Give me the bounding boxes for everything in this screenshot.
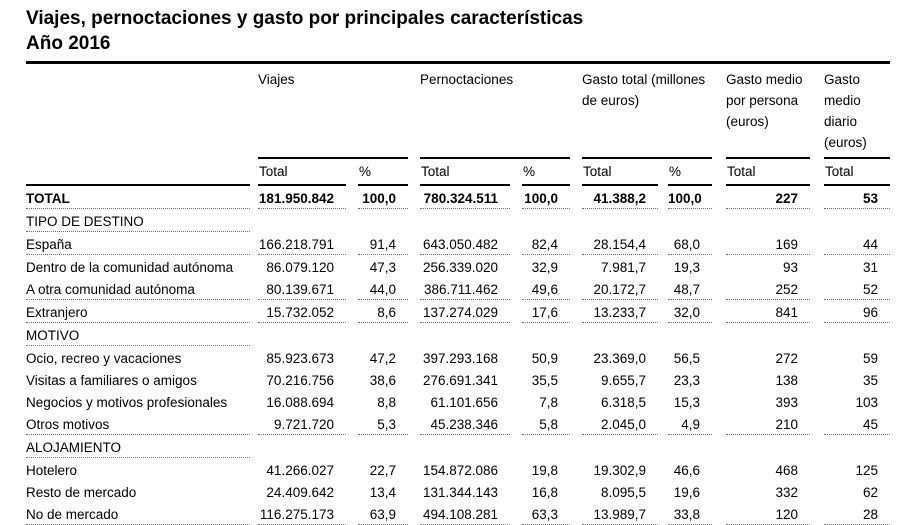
page-subtitle: Año 2016 xyxy=(26,33,111,54)
spacer xyxy=(346,458,358,481)
cell-value: 52 xyxy=(824,277,890,300)
row-label: Visitas a familiares o amigos xyxy=(26,373,197,388)
spacer xyxy=(510,412,522,435)
spacer xyxy=(712,185,726,209)
spacer xyxy=(658,502,668,525)
cell-value: 50,9 xyxy=(531,351,559,366)
cell-value: 120 xyxy=(726,502,810,525)
cell-value: 169 xyxy=(726,232,810,255)
spacer xyxy=(408,232,420,255)
table-row xyxy=(26,390,890,412)
spacer xyxy=(810,185,824,209)
spacer xyxy=(570,185,582,209)
spacer xyxy=(258,209,890,232)
cell-value: 23,3 xyxy=(673,373,701,388)
cell-value: 47,3 xyxy=(369,260,397,275)
cell-value: 7,8 xyxy=(539,395,559,410)
spacer xyxy=(510,300,522,323)
spacer xyxy=(570,412,582,435)
cell-value: 46,6 xyxy=(673,463,701,478)
spacer xyxy=(712,255,726,278)
spacer xyxy=(346,255,358,278)
col-group-pernoctaciones: Pernoctaciones xyxy=(420,72,514,87)
spacer xyxy=(570,63,582,159)
cell-value: 9.721.720 xyxy=(258,412,346,435)
row-label: TOTAL xyxy=(26,185,250,209)
spacer xyxy=(346,232,358,255)
cell-value: 13,4 xyxy=(369,485,397,500)
cell-value: 13.989,7 xyxy=(582,502,658,525)
cell-value: 32,9 xyxy=(531,260,559,275)
spacer xyxy=(408,255,420,278)
row-label: España xyxy=(26,232,250,255)
spacer xyxy=(510,458,522,481)
spacer xyxy=(810,277,824,300)
subheader-viajes-pct: % xyxy=(358,158,408,185)
spacer xyxy=(712,368,726,390)
table-row xyxy=(26,458,890,481)
cell-value: 48,7 xyxy=(668,277,712,300)
spacer xyxy=(658,185,668,209)
cell-value: 13.233,7 xyxy=(582,300,658,323)
spacer xyxy=(570,480,582,502)
spacer xyxy=(408,158,420,185)
spacer xyxy=(250,63,258,159)
cell-value: 166.218.791 xyxy=(258,232,346,255)
subheader-row xyxy=(26,158,890,185)
cell-value: 393 xyxy=(775,395,799,410)
spacer xyxy=(810,300,824,323)
cell-value: 256.339.020 xyxy=(422,260,499,275)
cell-value: 227 xyxy=(726,185,810,209)
section-label: TIPO DE DESTINO xyxy=(26,209,250,232)
spacer xyxy=(250,277,258,300)
spacer xyxy=(510,277,522,300)
spacer xyxy=(712,277,726,300)
spacer xyxy=(570,300,582,323)
spacer xyxy=(346,502,358,525)
spacer xyxy=(346,480,358,502)
table-row xyxy=(26,277,890,300)
cell-value: 53 xyxy=(824,185,890,209)
cell-value: 9.655,7 xyxy=(600,373,647,388)
cell-value: 103 xyxy=(855,395,879,410)
cell-value: 20.172,7 xyxy=(582,277,658,300)
cell-value: 780.324.511 xyxy=(420,185,510,209)
spacer xyxy=(658,390,668,412)
cell-value: 32,0 xyxy=(668,300,712,323)
spacer xyxy=(346,412,358,435)
data-table xyxy=(26,61,890,525)
spacer xyxy=(510,185,522,209)
spacer xyxy=(250,390,258,412)
spacer xyxy=(570,502,582,525)
spacer xyxy=(712,63,726,159)
spacer xyxy=(712,346,726,369)
spacer xyxy=(408,480,420,502)
spacer xyxy=(658,412,668,435)
row-label: No de mercado xyxy=(26,502,250,525)
cell-value: 22,7 xyxy=(369,463,397,478)
spacer xyxy=(510,158,522,185)
spacer xyxy=(250,458,258,481)
row-label: Resto de mercado xyxy=(26,485,137,500)
spacer xyxy=(510,390,522,412)
spacer xyxy=(250,346,258,369)
table-row xyxy=(26,232,890,255)
table-row xyxy=(26,502,890,525)
subheader-pernoc-total: Total xyxy=(420,158,510,185)
cell-value: 2.045,0 xyxy=(582,412,658,435)
cell-value: 125 xyxy=(855,463,879,478)
cell-value: 15.732.052 xyxy=(258,300,346,323)
cell-value: 332 xyxy=(775,485,799,500)
cell-value: 116.275.173 xyxy=(258,502,346,525)
spacer xyxy=(712,300,726,323)
cell-value: 386.711.462 xyxy=(420,277,510,300)
cell-value: 8,6 xyxy=(358,300,408,323)
spacer xyxy=(712,412,726,435)
row-label: Negocios y motivos profesionales xyxy=(26,395,228,410)
cell-value: 16,8 xyxy=(531,485,559,500)
spacer xyxy=(408,390,420,412)
cell-value: 45.238.346 xyxy=(420,412,510,435)
col-group-gasto-medio-diario: Gasto medio diario (euros) xyxy=(824,72,867,150)
cell-value: 35,5 xyxy=(531,373,559,388)
table-row xyxy=(26,300,890,323)
table-row xyxy=(26,412,890,435)
spacer xyxy=(570,390,582,412)
spacer xyxy=(250,502,258,525)
cell-value: 59 xyxy=(863,351,879,366)
cell-value: 41.266.027 xyxy=(266,463,334,478)
spacer xyxy=(810,480,824,502)
spacer xyxy=(408,277,420,300)
spacer xyxy=(258,323,890,346)
cell-value: 68,0 xyxy=(668,232,712,255)
cell-value: 19.302,9 xyxy=(593,463,647,478)
cell-value: 6.318,5 xyxy=(600,395,647,410)
section-label: ALOJAMIENTO xyxy=(26,435,250,458)
cell-value: 17,6 xyxy=(522,300,570,323)
spacer xyxy=(658,458,668,481)
subheader-persona-total: Total xyxy=(726,158,810,185)
cell-value: 8,8 xyxy=(377,395,397,410)
spacer xyxy=(346,158,358,185)
cell-value: 35 xyxy=(863,373,879,388)
cell-value: 4,9 xyxy=(668,412,712,435)
cell-value: 63,9 xyxy=(358,502,408,525)
spacer xyxy=(346,185,358,209)
spacer xyxy=(408,346,420,369)
cell-value: 80.139.671 xyxy=(258,277,346,300)
row-label: A otra comunidad autónoma xyxy=(26,277,250,300)
spacer xyxy=(250,368,258,390)
spacer xyxy=(570,368,582,390)
spacer xyxy=(658,255,668,278)
row-label: Dentro de la comunidad autónoma xyxy=(26,260,234,275)
spacer xyxy=(408,63,420,159)
spacer xyxy=(510,346,522,369)
spacer xyxy=(570,277,582,300)
cell-value: 19,6 xyxy=(673,485,701,500)
spacer xyxy=(570,255,582,278)
col-group-gasto-total: Gasto total (millones de euros) xyxy=(582,72,706,108)
section-row xyxy=(26,435,890,458)
total-row xyxy=(26,185,890,209)
cell-value: 137.274.029 xyxy=(420,300,510,323)
spacer xyxy=(510,255,522,278)
cell-value: 82,4 xyxy=(522,232,570,255)
subheader-pernoc-pct: % xyxy=(522,158,570,185)
cell-value: 5,8 xyxy=(522,412,570,435)
spacer xyxy=(712,458,726,481)
row-label: Extranjero xyxy=(26,300,250,323)
cell-value: 44,0 xyxy=(358,277,408,300)
cell-value: 272 xyxy=(775,351,799,366)
cell-value: 93 xyxy=(783,260,799,275)
cell-value: 181.950.842 xyxy=(258,185,346,209)
subheader-viajes-total: Total xyxy=(258,158,346,185)
cell-value: 28.154,4 xyxy=(582,232,658,255)
spacer xyxy=(712,390,726,412)
spacer xyxy=(250,158,258,185)
spacer xyxy=(658,232,668,255)
cell-value: 24.409.642 xyxy=(266,485,334,500)
spacer xyxy=(258,435,890,458)
cell-value: 154.872.086 xyxy=(422,463,499,478)
spacer xyxy=(658,158,668,185)
cell-value: 38,6 xyxy=(369,373,397,388)
spacer xyxy=(810,368,824,390)
cell-value: 131.344.143 xyxy=(422,485,499,500)
cell-value: 7.981,7 xyxy=(600,260,647,275)
cell-value: 41.388,2 xyxy=(582,185,658,209)
spacer xyxy=(810,412,824,435)
spacer xyxy=(26,158,250,185)
spacer xyxy=(250,185,258,209)
spacer xyxy=(250,300,258,323)
cell-value: 91,4 xyxy=(358,232,408,255)
spacer xyxy=(408,458,420,481)
cell-value: 33,8 xyxy=(668,502,712,525)
table-row xyxy=(26,346,890,369)
spacer xyxy=(658,480,668,502)
subheader-gasto-total: Total xyxy=(582,158,658,185)
spacer xyxy=(408,412,420,435)
spacer xyxy=(250,412,258,435)
spacer xyxy=(712,480,726,502)
spacer xyxy=(510,480,522,502)
col-group-viajes: Viajes xyxy=(258,72,295,87)
cell-value: 16.088.694 xyxy=(266,395,334,410)
spacer xyxy=(712,502,726,525)
column-group-header-row xyxy=(26,63,890,159)
spacer xyxy=(810,346,824,369)
spacer xyxy=(810,158,824,185)
spacer xyxy=(408,185,420,209)
cell-value: 44 xyxy=(824,232,890,255)
cell-value: 96 xyxy=(824,300,890,323)
cell-value: 62 xyxy=(863,485,879,500)
cell-value: 61.101.656 xyxy=(430,395,499,410)
cell-value: 19,3 xyxy=(673,260,701,275)
spacer xyxy=(712,158,726,185)
spacer xyxy=(810,63,824,159)
cell-value: 252 xyxy=(726,277,810,300)
cell-value: 56,5 xyxy=(673,351,701,366)
subheader-diario-total: Total xyxy=(824,158,890,185)
cell-value: 276.691.341 xyxy=(422,373,499,388)
subheader-gasto-pct: % xyxy=(668,158,712,185)
spacer xyxy=(712,232,726,255)
spacer xyxy=(26,63,250,159)
spacer xyxy=(570,232,582,255)
spacer xyxy=(346,300,358,323)
cell-value: 210 xyxy=(726,412,810,435)
spacer xyxy=(510,502,522,525)
spacer xyxy=(810,255,824,278)
section-row xyxy=(26,209,890,232)
cell-value: 19,8 xyxy=(531,463,559,478)
spacer xyxy=(658,368,668,390)
cell-value: 643.050.482 xyxy=(420,232,510,255)
table-row xyxy=(26,255,890,278)
row-label: Ocio, recreo y vacaciones xyxy=(26,351,182,366)
cell-value: 494.108.281 xyxy=(420,502,510,525)
spacer xyxy=(408,368,420,390)
table-row xyxy=(26,368,890,390)
cell-value: 47,2 xyxy=(369,351,397,366)
cell-value: 8.095,5 xyxy=(600,485,647,500)
cell-value: 63,3 xyxy=(522,502,570,525)
cell-value: 100,0 xyxy=(522,185,570,209)
cell-value: 138 xyxy=(775,373,799,388)
section-row xyxy=(26,323,890,346)
spacer xyxy=(250,323,258,346)
row-label: Hotelero xyxy=(26,463,78,478)
spacer xyxy=(510,232,522,255)
cell-value: 31 xyxy=(863,260,879,275)
spacer xyxy=(658,277,668,300)
spacer xyxy=(408,502,420,525)
spacer xyxy=(658,300,668,323)
spacer xyxy=(510,368,522,390)
spacer xyxy=(658,346,668,369)
cell-value: 100,0 xyxy=(668,185,712,209)
section-label: MOTIVO xyxy=(26,323,250,346)
spacer xyxy=(250,435,258,458)
cell-value: 100,0 xyxy=(358,185,408,209)
spacer xyxy=(810,502,824,525)
spacer xyxy=(570,158,582,185)
cell-value: 15,3 xyxy=(673,395,701,410)
spacer xyxy=(570,458,582,481)
table-row xyxy=(26,480,890,502)
page-title: Viajes, pernoctaciones y gasto por principales características xyxy=(26,8,584,29)
spacer xyxy=(810,232,824,255)
spacer xyxy=(250,255,258,278)
spacer xyxy=(346,390,358,412)
spacer xyxy=(810,458,824,481)
cell-value: 86.079.120 xyxy=(266,260,334,275)
cell-value: 70.216.756 xyxy=(266,373,334,388)
cell-value: 28 xyxy=(824,502,890,525)
spacer xyxy=(346,277,358,300)
cell-value: 468 xyxy=(775,463,799,478)
cell-value: 841 xyxy=(726,300,810,323)
col-group-gasto-medio-persona: Gasto medio por persona (euros) xyxy=(726,72,803,129)
spacer xyxy=(250,209,258,232)
cell-value: 49,6 xyxy=(522,277,570,300)
spacer xyxy=(346,368,358,390)
spacer xyxy=(250,232,258,255)
cell-value: 397.293.168 xyxy=(422,351,499,366)
spacer xyxy=(346,346,358,369)
cell-value: 85.923.673 xyxy=(266,351,334,366)
row-label: Otros motivos xyxy=(26,412,250,435)
cell-value: 5,3 xyxy=(358,412,408,435)
spacer xyxy=(810,390,824,412)
spacer xyxy=(570,346,582,369)
cell-value: 45 xyxy=(824,412,890,435)
cell-value: 23.369,0 xyxy=(593,351,647,366)
spacer xyxy=(408,300,420,323)
spacer xyxy=(250,480,258,502)
